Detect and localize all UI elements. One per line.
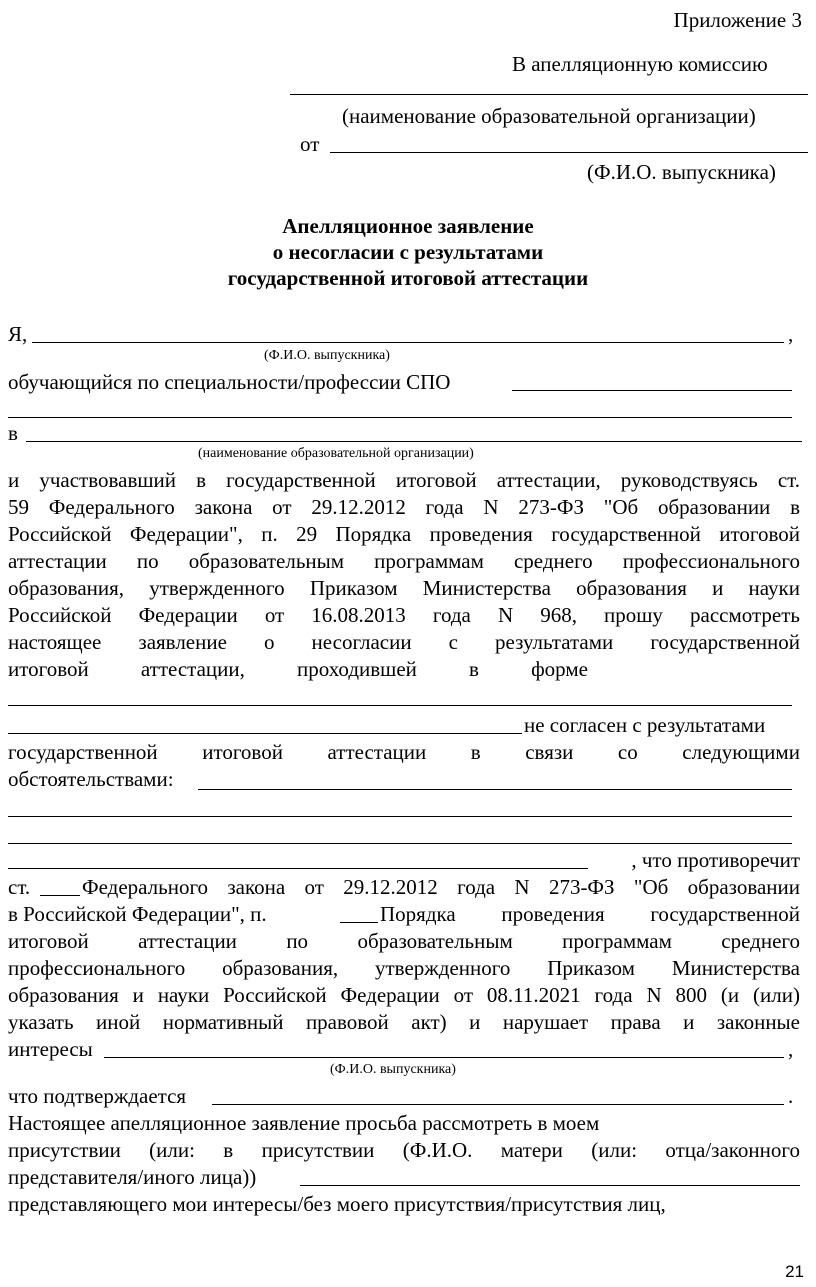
gia-word-5: связи: [525, 740, 574, 764]
gia-line: [8, 740, 800, 764]
circumstances-label: обстоятельствами:: [8, 767, 174, 791]
p3-line-4: представляющего мои интересы/без моего присутствия/присутствия лиц,: [8, 1192, 666, 1216]
to-commission-text: В апелляционную комиссию: [512, 52, 768, 76]
applicant-fio-line[interactable]: [32, 342, 784, 343]
title-line-3: государственной итоговой аттестации: [227, 266, 589, 290]
fio-hint: (Ф.И.О. выпускника): [587, 160, 776, 184]
gia-word-3: аттестации: [327, 740, 427, 764]
circumstances-line-4[interactable]: [8, 868, 588, 869]
gia-word-4: в: [470, 740, 481, 764]
fz-text: Федерального закона от 29.12.2012 года N 273-ФЗ "Об образовании: [82, 875, 800, 899]
circumstances-line-2[interactable]: [8, 816, 792, 817]
org-name-hint: (наименование образовательной организации): [198, 446, 474, 461]
org-hint: (наименование образовательной организации): [342, 104, 756, 128]
p1-line-2: 59 Федерального закона от 29.12.2012 года N 273-ФЗ "Об образовании в: [8, 495, 800, 519]
contradicts-text: , что противоречит: [631, 848, 800, 872]
p2-line-2: профессионального образования, утвержденного Приказом Министерства: [8, 956, 800, 980]
org-name-line[interactable]: [26, 441, 802, 442]
article-number-line[interactable]: [40, 895, 80, 896]
p3-line-2: присутствии (или: в присутствии (Ф.И.О. матери (или: отца/законного: [8, 1138, 800, 1162]
gia-word-6: со: [617, 740, 638, 764]
p1-line-7: настоящее заявление о несогласии с результатами государственной: [8, 630, 800, 654]
ya-label: Я,: [8, 322, 28, 346]
p3-line-3: представителя/иного лица)): [8, 1165, 257, 1189]
confirmed-label: что подтверждается: [8, 1084, 187, 1108]
p1-last-word-4: в: [469, 657, 479, 681]
p1-line-3: Российской Федерации", п. 29 Порядка проведения государственной итоговой: [8, 522, 800, 546]
specialty-line-2[interactable]: [8, 417, 792, 418]
specialty-line[interactable]: [512, 390, 792, 391]
comma: ,: [788, 322, 794, 346]
title-line-2: о несогласии с результатами: [272, 240, 544, 264]
from-label: от: [300, 132, 320, 156]
p1-last-line: [8, 657, 588, 681]
p1-line-5: образования, утвержденного Приказом Министерства образования и науки: [8, 576, 800, 600]
form-line[interactable]: [8, 705, 792, 706]
p2-line-1: итоговой аттестации по образовательным программам среднего: [8, 929, 800, 953]
interests-comma: ,: [788, 1037, 794, 1061]
p1-line-4: аттестации по образовательным программам среднего профессионального: [8, 549, 800, 573]
p1-last-word-5: форме: [531, 657, 588, 681]
p1-last-word-3: проходившей: [297, 657, 417, 681]
disagree-text: не согласен с результатами: [524, 713, 766, 737]
appendix-label: Приложение 3: [673, 8, 802, 32]
interests-line[interactable]: [104, 1057, 784, 1058]
p1-line-1: и участвовавший в государственной итоговой аттестации, руководствуясь ст.: [8, 468, 800, 492]
rf-end-text: Порядка проведения государственной: [380, 902, 800, 926]
confirmed-dot: .: [788, 1084, 794, 1108]
from-fio-line[interactable]: [330, 152, 808, 153]
p1-last-word-1: итоговой: [8, 657, 89, 681]
p1-last-word-2: аттестации,: [140, 657, 245, 681]
gia-word-1: государственной: [8, 740, 158, 764]
rf-start-text: в Российской Федерации", п.: [8, 902, 267, 926]
confirmed-line[interactable]: [212, 1104, 784, 1105]
st-label: ст.: [8, 875, 31, 899]
form-line-2[interactable]: [8, 733, 522, 734]
applicant-fio-hint: (Ф.И.О. выпускника): [264, 348, 390, 363]
interests-label: интересы: [8, 1037, 93, 1061]
point-number-line[interactable]: [340, 922, 378, 923]
circumstances-line-3[interactable]: [8, 843, 792, 844]
commission-org-line[interactable]: [290, 94, 808, 95]
p2-line-3: образования и науки Российской Федерации от 08.11.2021 года N 800 (и (или): [8, 983, 800, 1007]
title-line-1: Апелляционное заявление: [282, 214, 534, 238]
v-label: в: [8, 421, 18, 445]
representative-line[interactable]: [300, 1185, 800, 1186]
gia-word-2: итоговой: [202, 740, 283, 764]
interests-fio-hint: (Ф.И.О. выпускника): [330, 1062, 456, 1077]
p3-line-1: Настоящее апелляционное заявление просьба рассмотреть в моем: [8, 1111, 600, 1135]
p2-line-4: указать иной нормативный правовой акт) и нарушает права и законные: [8, 1010, 800, 1034]
circumstances-line-1[interactable]: [198, 789, 792, 790]
gia-word-7: следующими: [682, 740, 800, 764]
page-number: 21: [785, 1262, 804, 1281]
p1-line-6: Российской Федерации от 16.08.2013 года N 968, прошу рассмотреть: [8, 603, 800, 627]
specialty-label: обучающийся по специальности/профессии СПО: [8, 370, 451, 394]
